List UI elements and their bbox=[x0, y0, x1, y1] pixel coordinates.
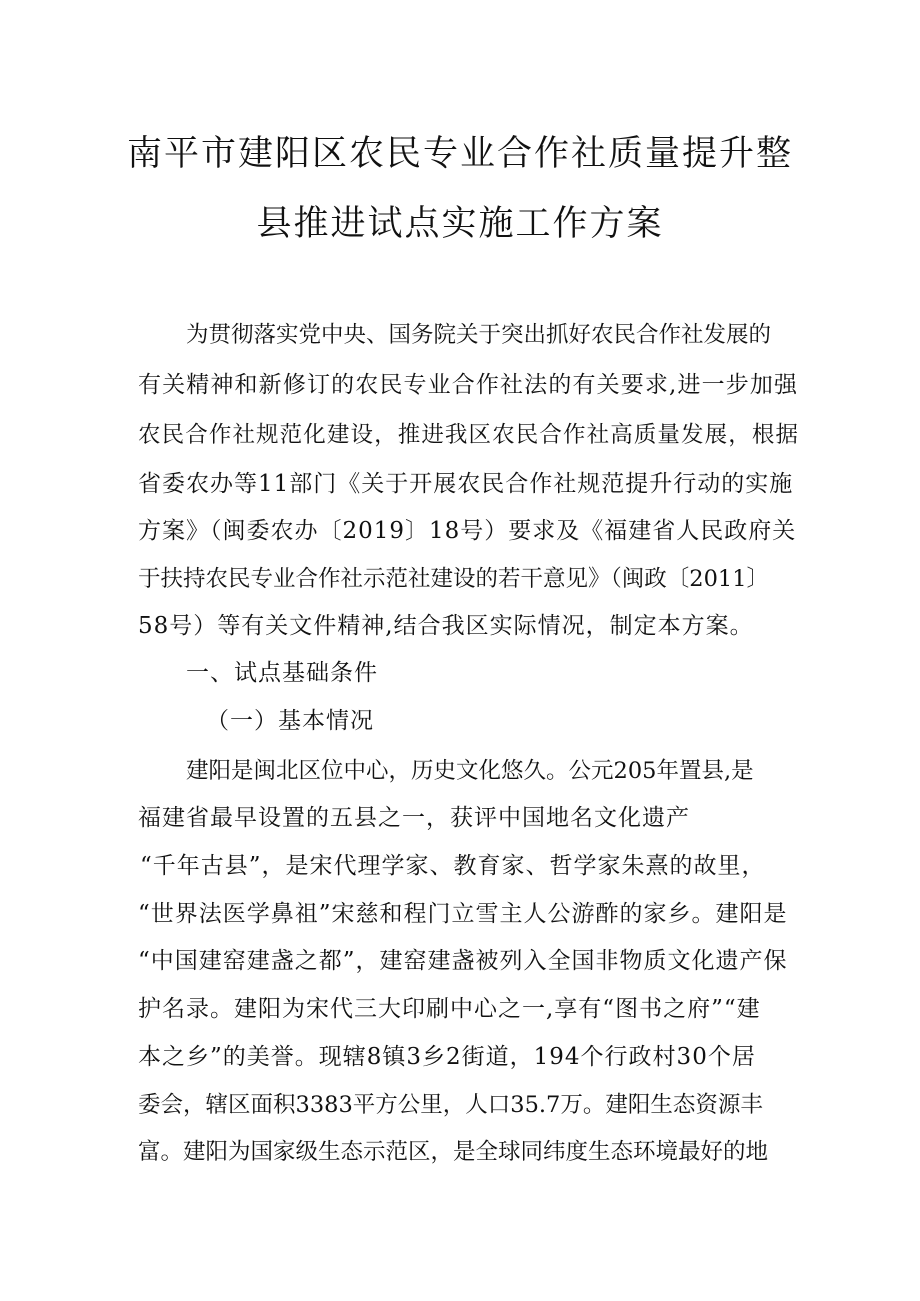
paragraph-1-line: 方案》（闽委农办〔2019〕18号）要求及《福建省人民政府关 bbox=[138, 518, 797, 544]
paragraph-2-line: 福建省最早设置的五县之一，获评中国地名文化遗产 bbox=[138, 805, 690, 831]
paragraph-2-line: 本之乡”的美誉。现辖8镇3乡2街道，194个行政村30个居 bbox=[138, 1044, 756, 1070]
paragraph-2-line: “千年古县”，是宋代理学家、教育家、哲学家朱熹的故里， bbox=[140, 853, 766, 879]
paragraph-2-line: 委会，辖区面积3383平方公里，人口35.7万。建阳生态资源丰 bbox=[138, 1092, 763, 1118]
paragraph-1-line: 于扶持农民专业合作社示范社建设的若干意见》（闽政〔2011〕 bbox=[138, 566, 770, 592]
paragraph-2-line: “世界法医学鼻祖”宋慈和程门立雪主人公游酢的家乡。建阳是 bbox=[138, 901, 788, 927]
subsection-heading: （一）基本情况 bbox=[206, 708, 374, 734]
section-heading: 一、试点基础条件 bbox=[186, 660, 378, 686]
paragraph-1-line: 为贯彻落实党中央、国务院关于突出抓好农民合作社发展的 bbox=[186, 322, 772, 348]
paragraph-1-line: 58号）等有关文件精神,结合我区实际情况，制定本方案。 bbox=[138, 613, 754, 639]
paragraph-1-line: 有关精神和新修订的农民专业合作社法的有关要求,进一步加强 bbox=[138, 372, 798, 398]
paragraph-2-line: 建阳是闽北区位中心，历史文化悠久。公元205年置县,是 bbox=[186, 758, 754, 784]
document-title-line-2: 县推进试点实施工作方案 bbox=[256, 204, 664, 244]
paragraph-1-line: 农民合作社规范化建设，推进我区农民合作社高质量发展，根据 bbox=[138, 422, 798, 448]
paragraph-2-line: “中国建窑建盏之都”，建窑建盏被列入全国非物质文化遗产保 bbox=[138, 948, 788, 974]
paragraph-1-line: 省委农办等11部门《关于开展农民合作社规范提升行动的实施 bbox=[138, 471, 794, 497]
paragraph-2-line: 护名录。建阳为宋代三大印刷中心之一,享有“图书之府”“建 bbox=[138, 996, 761, 1022]
paragraph-2-line: 富。建阳为国家级生态示范区，是全球同纬度生态环境最好的地 bbox=[138, 1139, 769, 1165]
document-title-line-1: 南平市建阳区农民专业合作社质量提升整 bbox=[126, 134, 793, 174]
